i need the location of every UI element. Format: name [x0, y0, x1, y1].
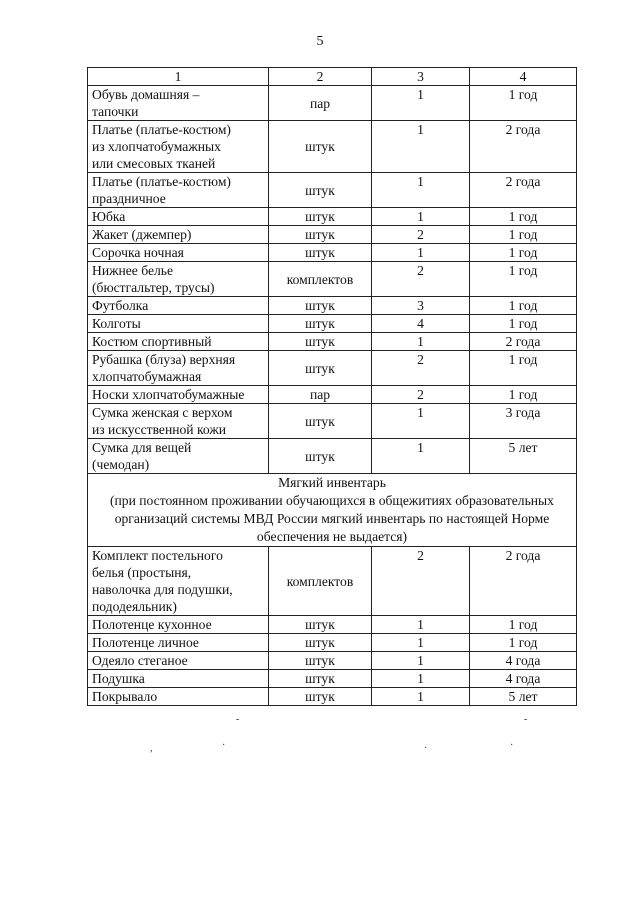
item-name-cell: Жакет (джемпер) [88, 226, 269, 244]
table-row [88, 386, 577, 404]
quantity-cell: 1 [372, 670, 470, 688]
scan-artifact: , [150, 743, 153, 754]
unit-cell: комплектов [269, 547, 372, 616]
item-name-cell: Нижнее белье (бюстгальтер, трусы) [88, 262, 269, 297]
table-row [88, 121, 577, 173]
wear-term-cell: 1 год [470, 208, 577, 226]
item-name-cell: Костюм спортивный [88, 333, 269, 351]
quantity-cell: 1 [372, 173, 470, 208]
scan-artifact: · [222, 740, 226, 751]
item-name-cell: Платье (платье-костюм) из хлопчатобумажных или смесовых тканей [88, 121, 269, 173]
norms-table [87, 67, 577, 706]
wear-term-cell: 1 год [470, 315, 577, 333]
column-header-row [88, 68, 577, 86]
unit-cell: пар [269, 386, 372, 404]
page-number: 5 [316, 34, 324, 49]
quantity-cell: 3 [372, 297, 470, 315]
scan-artifact: - [524, 714, 528, 725]
item-name-cell: Футболка [88, 297, 269, 315]
wear-term-cell: 2 года [470, 333, 577, 351]
unit-cell: штук [269, 121, 372, 173]
table-row [88, 670, 577, 688]
table-row [88, 616, 577, 634]
table-row [88, 226, 577, 244]
quantity-cell: 4 [372, 315, 470, 333]
table-row [88, 244, 577, 262]
item-name-cell: Носки хлопчатобумажные [88, 386, 269, 404]
table-row [88, 297, 577, 315]
scan-artifact: - [236, 714, 240, 725]
quantity-cell: 1 [372, 333, 470, 351]
column-header: 1 [88, 68, 269, 86]
section-header-row [88, 474, 577, 547]
table-row [88, 652, 577, 670]
wear-term-cell: 1 год [470, 351, 577, 386]
quantity-cell: 1 [372, 86, 470, 121]
quantity-cell: 1 [372, 634, 470, 652]
table-row [88, 208, 577, 226]
item-name-cell: Полотенце личное [88, 634, 269, 652]
wear-term-cell: 1 год [470, 297, 577, 315]
table-row [88, 439, 577, 474]
table-row [88, 86, 577, 121]
section-title: Мягкий инвентарь [278, 475, 386, 490]
column-header: 4 [470, 68, 577, 86]
quantity-cell: 1 [372, 208, 470, 226]
unit-cell: штук [269, 634, 372, 652]
wear-term-cell: 5 лет [470, 439, 577, 474]
unit-cell: штук [269, 688, 372, 706]
table-row [88, 634, 577, 652]
quantity-cell: 2 [372, 262, 470, 297]
wear-term-cell: 5 лет [470, 688, 577, 706]
quantity-cell: 1 [372, 439, 470, 474]
unit-cell: штук [269, 173, 372, 208]
unit-cell: штук [269, 404, 372, 439]
item-name-cell: Обувь домашняя – тапочки [88, 86, 269, 121]
unit-cell: штук [269, 439, 372, 474]
unit-cell: штук [269, 226, 372, 244]
quantity-cell: 1 [372, 404, 470, 439]
item-name-cell: Комплект постельного белья (простыня, наволочка для подушки, пододеяльник) [88, 547, 269, 616]
section-note: (при постоянном проживании обучающихся в общежитиях образовательных организаций системы МВД России мягкий инвентарь по настоящей Норме обеспечения не выдается) [110, 493, 554, 544]
wear-term-cell: 2 года [470, 121, 577, 173]
column-header: 2 [269, 68, 372, 86]
unit-cell: пар [269, 86, 372, 121]
quantity-cell: 1 [372, 121, 470, 173]
wear-term-cell: 2 года [470, 173, 577, 208]
table-row [88, 404, 577, 439]
section-header-cell [88, 474, 577, 547]
quantity-cell: 1 [372, 652, 470, 670]
wear-term-cell: 1 год [470, 634, 577, 652]
item-name-cell: Полотенце кухонное [88, 616, 269, 634]
scan-artifact: · [510, 740, 514, 751]
quantity-cell: 1 [372, 688, 470, 706]
quantity-cell: 2 [372, 226, 470, 244]
item-name-cell: Подушка [88, 670, 269, 688]
item-name-cell: Одеяло стеганое [88, 652, 269, 670]
wear-term-cell: 3 года [470, 404, 577, 439]
item-name-cell: Сорочка ночная [88, 244, 269, 262]
unit-cell: штук [269, 315, 372, 333]
item-name-cell: Рубашка (блуза) верхняя хлопчатобумажная [88, 351, 269, 386]
unit-cell: штук [269, 670, 372, 688]
unit-cell: штук [269, 208, 372, 226]
wear-term-cell: 1 год [470, 226, 577, 244]
item-name-cell: Покрывало [88, 688, 269, 706]
item-name-cell: Колготы [88, 315, 269, 333]
unit-cell: штук [269, 333, 372, 351]
unit-cell: штук [269, 244, 372, 262]
table-row [88, 315, 577, 333]
table-row [88, 262, 577, 297]
wear-term-cell: 1 год [470, 262, 577, 297]
table-row [88, 688, 577, 706]
unit-cell: комплектов [269, 262, 372, 297]
quantity-cell: 2 [372, 351, 470, 386]
wear-term-cell: 1 год [470, 244, 577, 262]
quantity-cell: 1 [372, 616, 470, 634]
wear-term-cell: 4 года [470, 670, 577, 688]
item-name-cell: Сумка для вещей (чемодан) [88, 439, 269, 474]
column-header: 3 [372, 68, 470, 86]
wear-term-cell: 4 года [470, 652, 577, 670]
quantity-cell: 2 [372, 386, 470, 404]
wear-term-cell: 1 год [470, 86, 577, 121]
wear-term-cell: 1 год [470, 386, 577, 404]
unit-cell: штук [269, 652, 372, 670]
quantity-cell: 1 [372, 244, 470, 262]
table-row [88, 351, 577, 386]
wear-term-cell: 1 год [470, 616, 577, 634]
table-row [88, 173, 577, 208]
item-name-cell: Сумка женская с верхом из искусственной кожи [88, 404, 269, 439]
quantity-cell: 2 [372, 547, 470, 616]
unit-cell: штук [269, 616, 372, 634]
unit-cell: штук [269, 297, 372, 315]
item-name-cell: Платье (платье-костюм) праздничное [88, 173, 269, 208]
table-row [88, 333, 577, 351]
unit-cell: штук [269, 351, 372, 386]
wear-term-cell: 2 года [470, 547, 577, 616]
scan-artifact: · [424, 743, 428, 754]
table-row [88, 547, 577, 616]
item-name-cell: Юбка [88, 208, 269, 226]
